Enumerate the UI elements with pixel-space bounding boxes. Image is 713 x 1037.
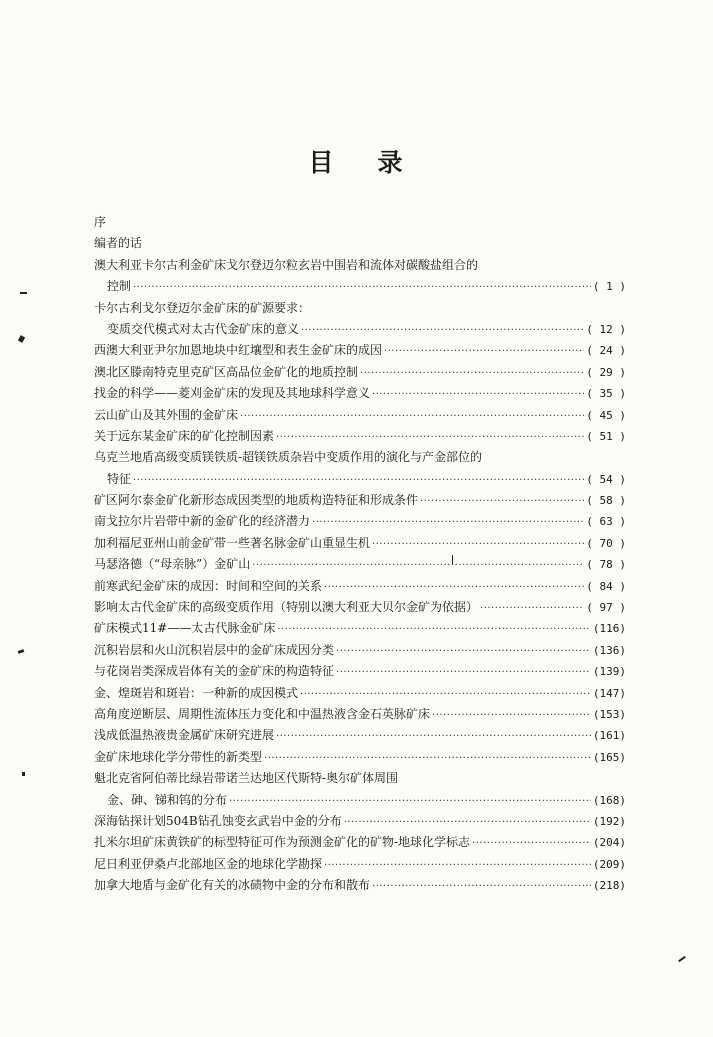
toc-entry-title: 加拿大地盾与金矿化有关的冰碛物中金的分布和散布: [94, 878, 371, 893]
toc-entry-title: 深海钻探计划504B钻孔蚀变玄武岩中金的分布: [94, 813, 342, 828]
toc-entry: [94, 832, 626, 853]
toc-entry: 乌克兰地盾高级变质镁铁质-超镁铁质杂岩中变质作用的演化与产金部位的: [94, 450, 483, 465]
toc-entry-title: 马瑟洛德（“母亲脉”）金矿山: [94, 557, 251, 572]
margin-mark: [18, 335, 25, 343]
title-char-1: 目: [308, 148, 336, 177]
toc-leader-dots: [372, 534, 584, 555]
toc-page-number: ( 1 ): [592, 280, 626, 294]
toc-leader-dots: [324, 855, 591, 876]
toc-entry: [94, 747, 626, 768]
toc-entry: [94, 276, 626, 297]
toc-leader-dots: [344, 812, 591, 833]
toc-entry: 澳大利亚卡尔古利金矿床戈尔登迈尔粒玄岩中围岩和流体对碳酸盐组合的: [94, 257, 479, 272]
toc-entry: [94, 704, 626, 725]
toc-leader-dots: [276, 427, 584, 448]
toc-page-number: (116): [592, 622, 626, 636]
toc-page-number: (147): [592, 686, 626, 700]
toc-entry: [94, 533, 626, 554]
toc-entry: [94, 576, 626, 597]
toc-entry: [94, 469, 626, 490]
toc-entry-title: 西澳大利亚尹尔加恩地块中红壤型和表生金矿床的成因: [94, 343, 383, 358]
toc-leader-dots: [324, 577, 584, 598]
toc-page-number: (165): [592, 750, 626, 764]
toc-entry-title: 加利福尼亚州山前金矿带一些著名脉金矿山重显生机: [94, 535, 371, 550]
toc-leader-dots: [360, 363, 584, 384]
toc-page-number: (139): [592, 665, 626, 679]
margin-mark: [452, 555, 453, 564]
toc-entry: [94, 490, 626, 511]
toc-entry-title: 特征: [107, 471, 132, 486]
toc-page-number: (209): [592, 857, 626, 871]
toc-entry-title: 前寒武纪金矿床的成因：时间和空间的关系: [94, 578, 323, 593]
toc-page-number: ( 58 ): [586, 494, 626, 508]
toc-page-number: ( 70 ): [586, 536, 626, 550]
toc-entry: [94, 554, 626, 575]
margin-mark: [22, 772, 25, 776]
toc-page-number: (168): [592, 793, 626, 807]
toc-leader-dots: [264, 748, 591, 769]
toc-page-number: ( 63 ): [586, 515, 626, 529]
toc-page-number: ( 35 ): [586, 387, 626, 401]
toc-entry: [94, 640, 626, 661]
toc-entry-title: 金、煌斑岩和斑岩：一种新的成因模式: [94, 685, 299, 700]
title-char-2: 录: [377, 148, 405, 177]
toc-entry-title: 尼日利亚伊桑卢北部地区金的地球化学勘探: [94, 856, 323, 871]
toc-entry: [94, 597, 626, 618]
toc-entry-title: 扎米尔坦矿床黄铁矿的标型特征可作为预测金矿化的矿物-地球化学标志: [94, 835, 471, 850]
toc-page-number: ( 84 ): [586, 579, 626, 593]
toc-leader-dots: [240, 406, 584, 427]
toc-entry-title: 金矿床地球化学分带性的新类型: [94, 749, 263, 764]
toc-entry-title: 金、砷、锑和钨的分布: [107, 792, 228, 807]
toc-leader-dots: [372, 876, 591, 897]
toc-leader-dots: [480, 598, 584, 619]
toc-leader-dots: [300, 684, 591, 705]
toc-entry: [94, 405, 626, 426]
margin-mark: [20, 292, 27, 294]
toc-leader-dots: [432, 705, 591, 726]
toc-entry: [94, 362, 626, 383]
toc-page-number: ( 24 ): [586, 344, 626, 358]
toc-entry-title: 浅成低温热液贵金属矿床研究进展: [94, 728, 275, 743]
toc-entry: 魁北克省阿伯蒂比绿岩带诺兰达地区代斯特-奥尔矿体周围: [94, 771, 399, 786]
toc-leader-dots: [229, 791, 591, 812]
toc-entry: [94, 854, 626, 875]
toc-page-number: (161): [592, 729, 626, 743]
toc-entry-title: 找金的科学——菱刈金矿床的发现及其地球科学意义: [94, 386, 371, 401]
toc-entry-title: 澳北区滕南特克里克矿区高品位金矿化的地质控制: [94, 364, 359, 379]
table-of-contents: [94, 212, 626, 897]
toc-entry-title: 高角度逆断层、周期性流体压力变化和中温热液含金石英脉矿床: [94, 706, 431, 721]
toc-entry-title: 云山矿山及其外围的金矿床: [94, 407, 239, 422]
toc-page-number: ( 78 ): [586, 558, 626, 572]
toc-entry-title: 矿区阿尔泰金矿化新形态成因类型的地质构造特征和形成条件: [94, 493, 419, 508]
toc-page-number: (204): [592, 836, 626, 850]
toc-entry: [94, 725, 626, 746]
margin-mark: [18, 649, 25, 654]
toc-entry: [94, 875, 626, 896]
toc-leader-dots: [336, 641, 591, 662]
toc-page-number: (218): [592, 879, 626, 893]
toc-entry: [94, 661, 626, 682]
toc-entry: [94, 811, 626, 832]
toc-leader-dots: [252, 555, 584, 576]
toc-entry: [94, 618, 626, 639]
toc-entry: [94, 426, 626, 447]
toc-entry-title: 影响太古代金矿床的高级变质作用（特别以澳大利亚大贝尔金矿为依据）: [94, 600, 479, 615]
toc-page-number: ( 54 ): [586, 472, 626, 486]
toc-page-number: ( 51 ): [586, 429, 626, 443]
toc-leader-dots: [336, 662, 591, 683]
toc-entry: 卡尔古利戈尔登迈尔金矿床的矿源要求：: [94, 300, 311, 315]
toc-page-number: (192): [592, 814, 626, 828]
toc-leader-dots: [384, 341, 584, 362]
toc-page-number: (153): [592, 707, 626, 721]
toc-entry-title: 与花岗岩类深成岩体有关的金矿床的构造特征: [94, 664, 335, 679]
toc-leader-dots: [420, 491, 584, 512]
toc-entry-title: 沉积岩层和火山沉积岩层中的金矿床成因分类: [94, 642, 335, 657]
toc-entry: [94, 790, 626, 811]
toc-entry-title: 控制: [107, 279, 132, 294]
toc-entry: 序: [94, 215, 107, 229]
toc-leader-dots: [133, 470, 584, 491]
toc-page-number: (136): [592, 643, 626, 657]
toc-leader-dots: [372, 384, 584, 405]
toc-leader-dots: [277, 619, 591, 640]
toc-entry: [94, 319, 626, 340]
toc-entry: [94, 340, 626, 361]
toc-leader-dots: [312, 512, 584, 533]
margin-mark: [678, 956, 686, 962]
toc-page-number: ( 12 ): [586, 322, 626, 336]
toc-leader-dots: [276, 726, 591, 747]
toc-entry-title: 矿床模式11#——太古代脉金矿床: [94, 621, 276, 636]
toc-entry: [94, 683, 626, 704]
page-title: [0, 143, 713, 179]
toc-page-number: ( 97 ): [586, 601, 626, 615]
toc-entry: 编者的话: [94, 236, 143, 251]
toc-leader-dots: [133, 277, 591, 298]
toc-page-number: ( 29 ): [586, 365, 626, 379]
toc-page-number: ( 45 ): [586, 408, 626, 422]
toc-leader-dots: [472, 833, 591, 854]
toc-entry-title: 变质交代模式对太古代金矿床的意义: [107, 321, 300, 336]
toc-entry: [94, 383, 626, 404]
toc-entry-title: 南戈拉尔片岩带中新的金矿化的经济潜力: [94, 514, 311, 529]
toc-entry: [94, 511, 626, 532]
toc-leader-dots: [301, 320, 584, 341]
toc-entry-title: 关于远东某金矿床的矿化控制因素: [94, 428, 275, 443]
